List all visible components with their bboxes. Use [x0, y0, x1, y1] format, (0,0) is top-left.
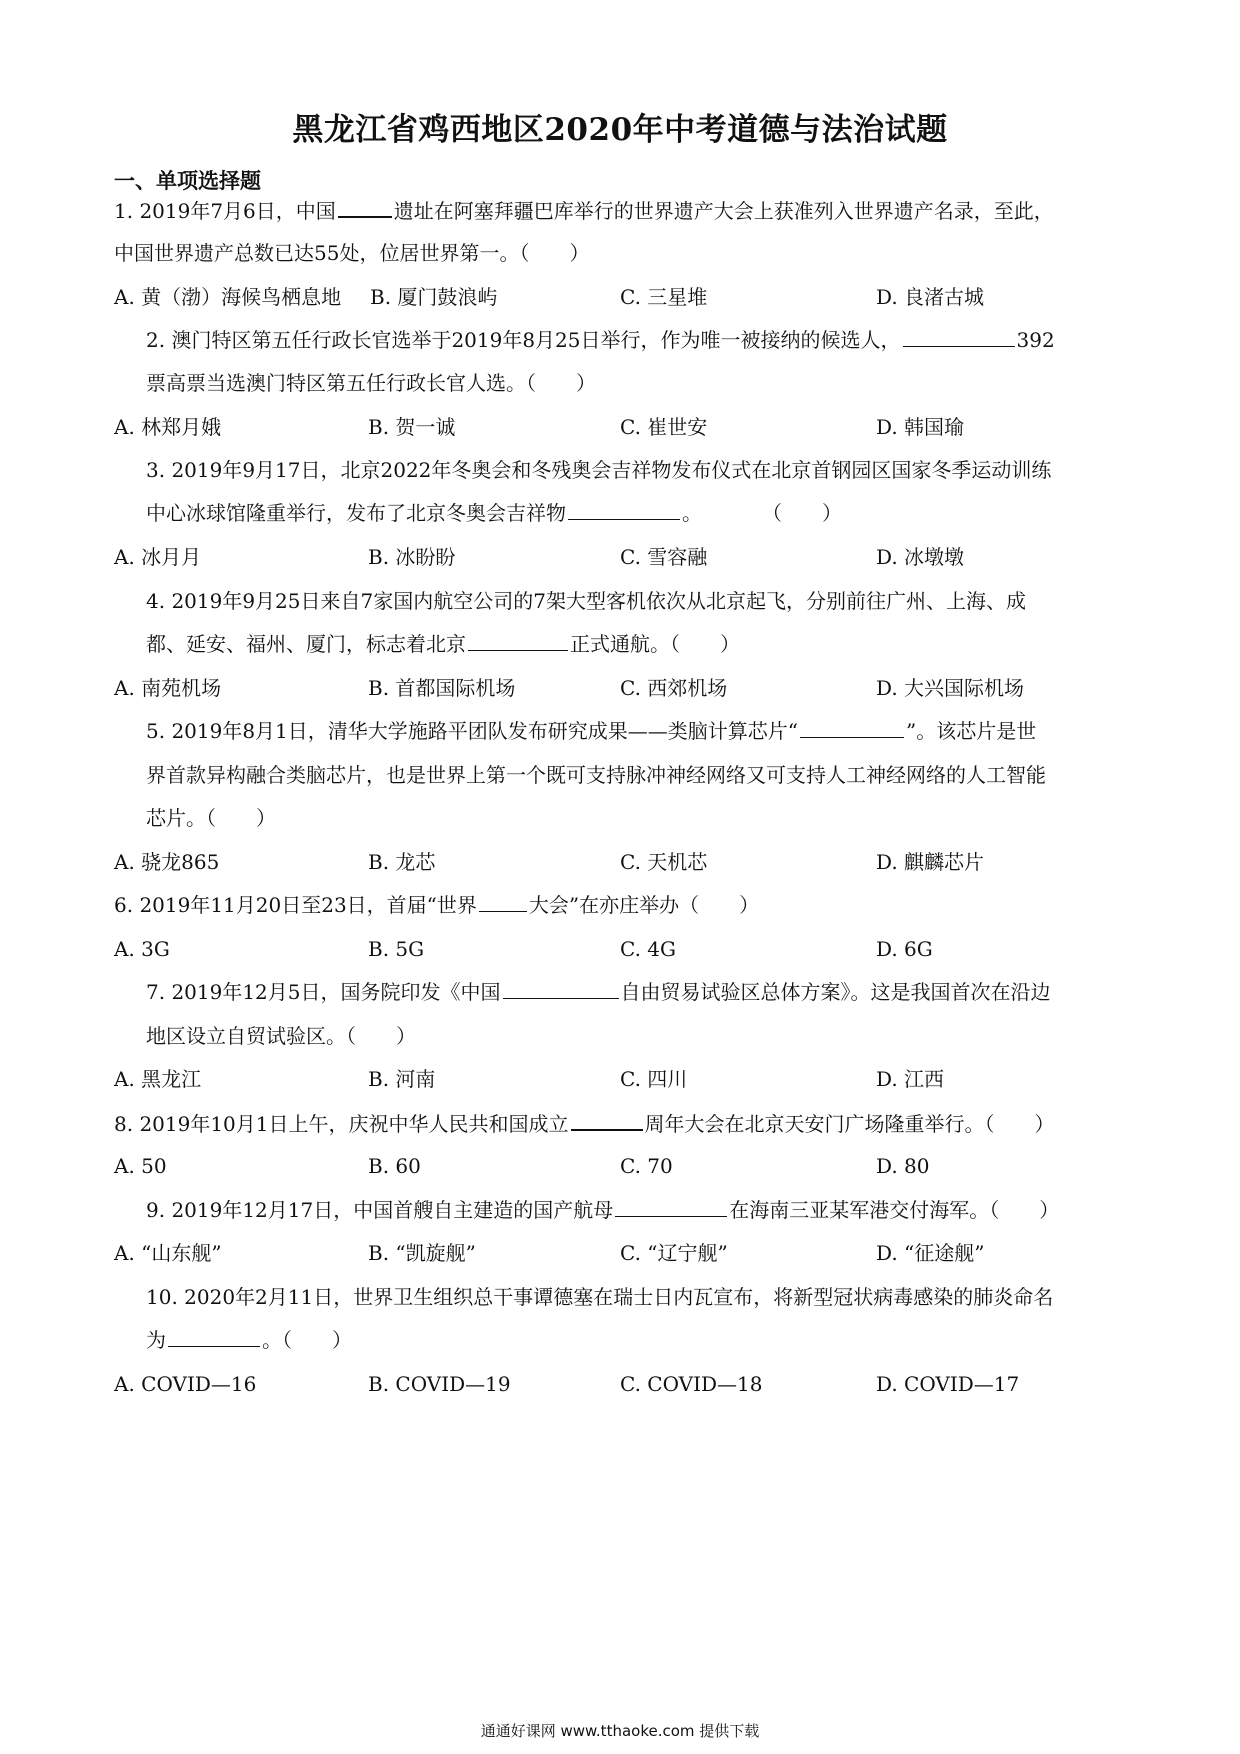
question-2-option-d[interactable]: D. 韩国瑜 [876, 415, 965, 439]
question-9-option-c[interactable]: C. “辽宁舰” [620, 1241, 728, 1265]
question-4-option-c[interactable]: C. 西郊机场 [620, 676, 728, 700]
question-4-line-1: 4. 2019年9月25日来自7家国内航空公司的7架大型客机依次从北京起飞，分别前往广州、上海、成 [146, 589, 1026, 613]
question-6-option-b[interactable]: B. 5G [368, 937, 425, 961]
question-2-line-1: 2. 澳门特区第五任行政长官选举于2019年8月25日举行，作为唯一被接纳的候选人， 392 [146, 328, 1055, 352]
question-4-option-a[interactable]: A. 南苑机场 [114, 676, 222, 700]
question-9-option-b[interactable]: B. “凯旋舰” [368, 1241, 476, 1265]
question-6-option-c[interactable]: C. 4G [620, 937, 677, 961]
question-5-option-c[interactable]: C. 天机芯 [620, 850, 708, 874]
question-3-line-2: 中心冰球馆隆重举行，发布了北京冬奥会吉祥物 。 （ ） [146, 501, 842, 525]
question-5-option-a[interactable]: A. 骁龙865 [114, 850, 220, 874]
question-10-option-a[interactable]: A. COVID—16 [114, 1372, 257, 1396]
question-7-option-a[interactable]: A. 黑龙江 [114, 1067, 202, 1091]
page-title: 黑龙江省鸡西地区2020年中考道德与法治试题 [292, 112, 948, 148]
question-10-option-c[interactable]: C. COVID—18 [620, 1372, 763, 1396]
question-5-option-b[interactable]: B. 龙芯 [368, 850, 436, 874]
question-8-line-1: 8. 2019年10月1日上午，庆祝中华人民共和国成立 周年大会在北京天安门广场隆重举行。（ ） [114, 1109, 1055, 1138]
question-4-option-b[interactable]: B. 首都国际机场 [368, 676, 516, 700]
question-2-option-c[interactable]: C. 崔世安 [620, 415, 708, 439]
question-1-option-d[interactable]: D. 良渚古城 [876, 285, 985, 309]
question-9-option-a[interactable]: A. “山东舰” [114, 1241, 222, 1265]
question-1-line-2: 中国世界遗产总数已达55处，位居世界第一。（ ） [114, 241, 590, 265]
question-4-line-2: 都、延安、福州、厦门，标志着北京 正式通航。（ ） [146, 632, 740, 656]
question-7-option-b[interactable]: B. 河南 [368, 1067, 436, 1091]
question-9-line-1: 9. 2019年12月17日，中国首艘自主建造的国产航母 在海南三亚某军港交付海军。（ ） [146, 1198, 1060, 1222]
question-7-option-c[interactable]: C. 四川 [620, 1067, 688, 1091]
question-7-option-d[interactable]: D. 江西 [876, 1067, 945, 1091]
question-5-option-d[interactable]: D. 麒麟芯片 [876, 850, 985, 874]
question-6-line-1: 6. 2019年11月20日至23日，首届“世界 大会”在亦庄举办（ ） [114, 893, 760, 917]
question-4-option-d[interactable]: D. 大兴国际机场 [876, 676, 1025, 700]
question-7-line-1: 7. 2019年12月5日，国务院印发《中国 自由贸易试验区总体方案》。这是我国首次在沿边 [146, 980, 1051, 1004]
question-9-option-d[interactable]: D. “征途舰” [876, 1241, 985, 1265]
question-6-option-a[interactable]: A. 3G [114, 937, 170, 961]
page-footer: 通通好课网 www.tthaoke.com 提供下载 [480, 1722, 760, 1740]
question-10-option-b[interactable]: B. COVID—19 [368, 1372, 511, 1396]
question-6-option-d[interactable]: D. 6G [876, 937, 933, 961]
question-1-option-a[interactable]: A. 黄（渤）海候鸟栖息地 [114, 285, 342, 309]
question-3-option-d[interactable]: D. 冰墩墩 [876, 545, 965, 569]
question-2-line-2: 票高票当选澳门特区第五任行政长官人选。（ ） [146, 371, 596, 395]
question-1-option-c[interactable]: C. 三星堆 [620, 285, 708, 309]
question-5-line-2: 界首款异构融合类脑芯片，也是世界上第一个既可支持脉冲神经网络又可支持人工神经网络的人工智能 [146, 763, 1046, 787]
question-7-line-2: 地区设立自贸试验区。（ ） [146, 1024, 416, 1048]
question-8-option-d[interactable]: D. 80 [876, 1154, 930, 1178]
question-8-option-a[interactable]: A. 50 [114, 1154, 167, 1178]
question-8-option-b[interactable]: B. 60 [368, 1154, 421, 1178]
question-3-line-1: 3. 2019年9月17日，北京2022年冬奥会和冬残奥会吉祥物发布仪式在北京首钢园区国家冬季运动训练 [146, 458, 1052, 482]
question-5-line-3: 芯片。（ ） [146, 806, 276, 830]
question-5-line-1: 5. 2019年8月1日，清华大学施路平团队发布研究成果——类脑计算芯片“ ”。该芯片是世 [146, 719, 1037, 743]
question-3-option-b[interactable]: B. 冰盼盼 [368, 545, 456, 569]
question-10-line-1: 10. 2020年2月11日，世界卫生组织总干事谭德塞在瑞士日内瓦宣布，将新型冠状病毒感染的肺炎命名 [146, 1285, 1054, 1309]
question-3-option-c[interactable]: C. 雪容融 [620, 545, 708, 569]
question-10-line-2: 为 。（ ） [146, 1328, 352, 1352]
question-2-option-a[interactable]: A. 林郑月娥 [114, 415, 222, 439]
question-10-option-d[interactable]: D. COVID—17 [876, 1372, 1020, 1396]
question-2-option-b[interactable]: B. 贺一诚 [368, 415, 456, 439]
question-1-line-1: 1. 2019年7月6日，中国 遗址在阿塞拜疆巴库举行的世界遗产大会上获准列入世界遗产名录，至此， [114, 196, 1054, 225]
question-8-option-c[interactable]: C. 70 [620, 1154, 673, 1178]
section-heading: 一、单项选择题 [114, 169, 261, 193]
question-3-option-a[interactable]: A. 冰月月 [114, 545, 202, 569]
question-1-option-b[interactable]: B. 厦门鼓浪屿 [370, 285, 498, 309]
